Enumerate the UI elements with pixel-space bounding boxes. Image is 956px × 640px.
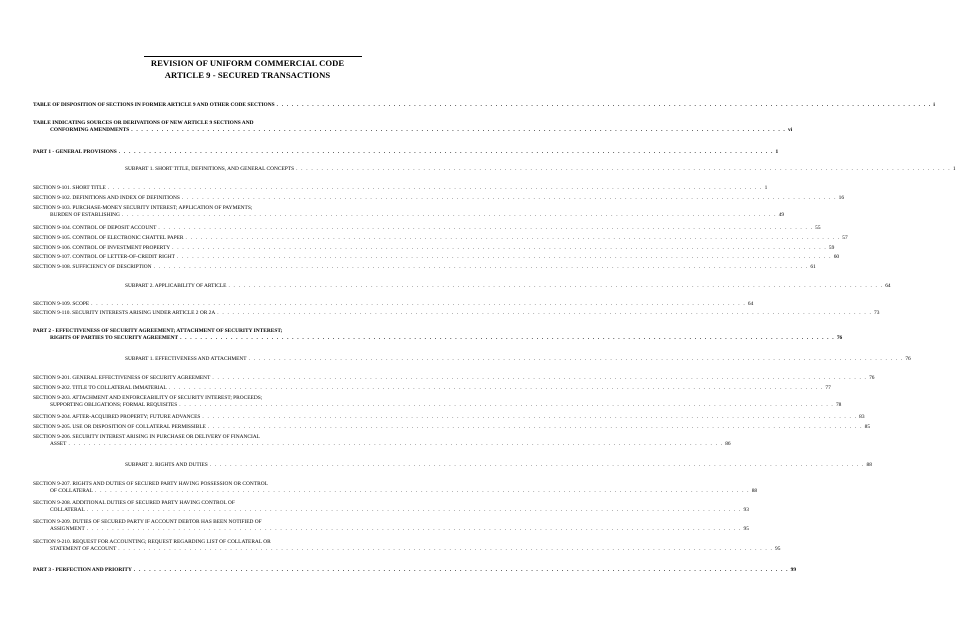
toc-page-number: i [933,102,935,108]
toc-page-number: 77 [825,385,831,391]
toc-entry-title: SECTION 9-208. ADDITIONAL DUTIES OF SECURED PARTY HAVING CONTROL OF [33,500,235,506]
dot-leader: . . . . . . . . . . . . . . . . . . . . . . . . . . . . . . . . . . . . . . . . . . . . . . . . . . . . . . . . . . . . . . . . . . . . . . . . . . . . . . . . . . . . . . . . . . . . . . . . . . . . . . . . . . . . . . . . . . . . . . . . . . . . . . . . . [202,414,858,420]
toc-entry [33,414,865,421]
toc-entry [33,481,758,495]
toc-line [33,185,768,192]
toc-page-number: 73 [874,310,880,316]
toc-line [33,195,845,202]
toc-line [33,567,797,574]
toc-page-number: 57 [842,235,848,241]
toc-entry [33,254,840,261]
toc-line [33,434,461,441]
toc-line [33,507,749,514]
toc-entry-title: SECTION 9-201. GENERAL EFFECTIVENESS OF SECURITY AGREEMENT [33,375,211,381]
toc-line [33,328,461,335]
toc-entry-title: SECTION 9-106. CONTROL OF INVESTMENT PROPERTY [33,245,171,251]
toc-page-number: 95 [743,526,749,532]
toc-page-number: 86 [725,441,731,447]
toc-entry [33,567,797,574]
toc-entry-title: SUBPART 1. EFFECTIVENESS AND ATTACHMENT [125,356,247,362]
dot-leader: . . . . . . . . . . . . . . . . . . . . . . . . . . . . . . . . . . . . . . . . . . . . . . . . . . . . . . . . . . . . . . . . . . . . . . . . . . . . . . . . . . . . . . . . . . . . . . . . . . . . . . . . . . . . . . . . . . . . . . . . . . . . . . . . . [118,546,774,552]
dot-leader: . . . . . . . . . . . . . . . . . . . . . . . . . . . . . . . . . . . . . . . . . . . . . . . . . . . . . . . . . . . . . . . . . . . . . . . . . . . . . . . . . . . . . . . . . . . . . . . . . . . . . . . . . . . . . . . . . . . . . . . . . . . . . . . . . [179,402,834,408]
toc-page-number: 60 [833,254,840,260]
dot-leader: . . . . . . . . . . . . . . . . . . . . . . . . . . . . . . . . . . . . . . . . . . . . . . . . . . . . . . . . . . . . . . . . . . . . . . . . . . . . . . . . . . . . . . . . . . . . . . . . . . . . . . . . . . . . . . . . . . . . . . . . . . . . . . . . . [172,245,827,251]
toc-entry-title: SUPPORTING OBLIGATIONS; FORMAL REQUISITES [50,402,178,408]
toc-page-number: 1 [775,149,779,155]
toc-entry-title: SECTION 9-203. ATTACHMENT AND ENFORCEABILITY OF SECURITY INTEREST; PROCEEDS; [33,395,263,401]
toc-line [125,356,911,363]
toc-line [33,481,461,488]
toc-line [33,310,880,317]
toc-page-number: 55 [815,225,821,231]
toc-page-number: 76 [836,335,843,341]
toc-entry [33,310,880,317]
toc-line [125,283,891,290]
toc-entry [33,195,845,202]
toc-line [33,149,779,156]
toc-entry-title: RIGHTS OF PARTIES TO SECURITY AGREEMENT [50,335,179,341]
dot-leader: . . . . . . . . . . . . . . . . . . . . . . . . . . . . . . . . . . . . . . . . . . . . . . . . . . . . . . . . . . . . . . . . . . . . . . . . . . . . . . . . . . . . . . . . . . . . . . . . . . . . . . . . . . . . . . . . . . . . . . . . . . . . . . . . . [131,127,786,133]
dot-leader: . . . . . . . . . . . . . . . . . . . . . . . . . . . . . . . . . . . . . . . . . . . . . . . . . . . . . . . . . . . . . . . . . . . . . . . . . . . . . . . . . . . . . . . . . . . . . . . . . . . . . . . . . . . . . . . . . . . . . . . . . . . . . . . . . [276,102,932,108]
toc-entry-title: SECTION 9-105. CONTROL OF ELECTRONIC CHATTEL PAPER [33,235,184,241]
toc-entry [33,519,749,533]
toc-line [33,225,821,232]
toc-entry-title: OF COLLATERAL [50,488,93,494]
toc-page-number: 99 [790,567,797,573]
toc-entry-title: SECTION 9-110. SECURITY INTERESTS ARISING UNDER ARTICLE 2 OR 2A [33,310,216,316]
toc-line [33,212,785,219]
toc-line [33,245,835,252]
toc-entry [33,185,768,192]
dot-leader: . . . . . . . . . . . . . . . . . . . . . . . . . . . . . . . . . . . . . . . . . . . . . . . . . . . . . . . . . . . . . . . . . . . . . . . . . . . . . . . . . . . . . . . . . . . . . . . . . . . . . . . . . . . . . . . . . . . . . . . . . . . . . . . . . [118,149,774,155]
toc-entry-title: COLLATERAL [50,507,85,513]
toc-page-number: 49 [778,212,785,218]
toc-page-number: 64 [885,283,891,289]
toc-entry-title: SECTION 9-210. REQUEST FOR ACCOUNTING; REQUEST REGARDING LIST OF COLLATERAL OR [33,539,271,545]
dot-leader: . . . . . . . . . . . . . . . . . . . . . . . . . . . . . . . . . . . . . . . . . . . . . . . . . . . . . . . . . . . . . . . . . . . . . . . . . . . . . . . . . . . . . . . . . . . . . . . . . . . . . . . . . . . . . . . . . . . . . . . . . . . . . . . . . [86,507,742,513]
title-rule [144,56,362,57]
toc-line [33,205,461,212]
toc-line [33,375,875,382]
toc-line [33,539,461,546]
toc-entry-title: PART 1 - GENERAL PROVISIONS [33,149,117,155]
toc-entry [33,500,749,514]
toc-entry [33,102,935,109]
toc-page-number: 64 [747,301,754,307]
dot-leader: . . . . . . . . . . . . . . . . . . . . . . . . . . . . . . . . . . . . . . . . . . . . . . . . . . . . . . . . . . . . . . . . . . . . . . . . . . . . . . . . . . . . . . . . . . . . . . . . . . . . . . . . . . . . . . . . . . . . . . . . . . . . . . . . . [153,264,809,270]
toc-line [33,402,842,409]
toc-entry-title: SECTION 9-205. USE OR DISPOSITION OF COLLATERAL PERMISSIBLE [33,424,206,430]
dot-leader: . . . . . . . . . . . . . . . . . . . . . . . . . . . . . . . . . . . . . . . . . . . . . . . . . . . . . . . . . . . . . . . . . . . . . . . . . . . . . . . . . . . . . . . . . . . . . . . . . . . . . . . . . . . . . . . . . . . . . . . . . . . . . . . . . [68,441,724,447]
toc-entry-title: SECTION 9-103. PURCHASE-MONEY SECURITY INTEREST; APPLICATION OF PAYMENTS; [33,205,253,211]
dot-leader: . . . . . . . . . . . . . . . . . . . . . . . . . . . . . . . . . . . . . . . . . . . . . . . . . . . . . . . . . . . . . . . . . . . . . . . . . . . . . . . . . . . . . . . . . . . . . . . . . . . . . . . . . . . . . . . . . . . . . . . . . . . . . . . . . [107,185,763,191]
toc-page-number: 61 [810,264,816,270]
toc-entry [33,264,816,271]
toc-line [33,254,840,261]
toc-entry-title: SECTION 9-204. AFTER-ACQUIRED PROPERTY; FUTURE ADVANCES [33,414,201,420]
dot-leader: . . . . . . . . . . . . . . . . . . . . . . . . . . . . . . . . . . . . . . . . . . . . . . . . . . . . . . . . . . . . . . . . . . . . . . . . . . . . . . . . . . . . . . . . . . . . . . . . . . . . . . . . . . . . . . . . . . . . . . . . . . . . . . . . . [158,225,814,231]
toc-line [33,335,843,342]
dot-leader: . . . . . . . . . . . . . . . . . . . . . . . . . . . . . . . . . . . . . . . . . . . . . . . . . . . . . . . . . . . . . . . . . . . . . . . . . . . . . . . . . . . . . . . . . . . . . . . . . . . . . . . . . . . . . . . . . . . . . . . . . . . . . . . . . [207,424,863,430]
toc-line [33,102,935,109]
toc-entry-title: SUBPART 2. RIGHTS AND DUTIES [125,462,208,468]
toc-entry [125,462,872,469]
document-subtitle: ARTICLE 9 - SECURED TRANSACTIONS [164,70,331,80]
toc-page-number: 88 [751,488,758,494]
toc-page-number: 85 [864,424,871,430]
toc-entry-title: PART 2 - EFFECTIVENESS OF SECURITY AGREEMENT; ATTACHMENT OF SECURITY INTEREST; [33,328,283,334]
toc-line [33,127,793,134]
toc-page-number: 16 [838,195,845,201]
toc-entry-title: PART 3 - PERFECTION AND PRIORITY [33,567,132,573]
toc-entry [33,205,785,219]
dot-leader: . . . . . . . . . . . . . . . . . . . . . . . . . . . . . . . . . . . . . . . . . . . . . . . . . . . . . . . . . . . . . . . . . . . . . . . . . . . . . . . . . . . . . . . . . . . . . . . . . . . . . . . . . . . . . . . . . . . . . . . . . . . . . . . . . [176,254,832,260]
toc-page-number: 59 [828,245,835,251]
toc-page-number: 78 [835,402,842,408]
toc-entry-title: ASSIGNMENT [50,526,85,532]
toc-line [33,500,461,507]
toc-entry-title: SECTION 9-101. SHORT TITLE [33,185,106,191]
toc-entry-title: SECTION 9-206. SECURITY INTEREST ARISING IN PURCHASE OR DELIVERY OF FINANCIAL [33,434,260,440]
dot-leader: . . . . . . . . . . . . . . . . . . . . . . . . . . . . . . . . . . . . . . . . . . . . . . . . . . . . . . . . . . . . . . . . . . . . . . . . . . . . . . . . . . . . . . . . . . . . . . . . . . . . . . . . . . . . . . . . . . . . . . . . . . . . . . . . . [228,283,884,289]
dot-leader: . . . . . . . . . . . . . . . . . . . . . . . . . . . . . . . . . . . . . . . . . . . . . . . . . . . . . . . . . . . . . . . . . . . . . . . . . . . . . . . . . . . . . . . . . . . . . . . . . . . . . . . . . . . . . . . . . . . . . . . . . . . . . . . . . [121,212,777,218]
toc-entry [33,149,779,156]
toc-entry-title: BURDEN OF ESTABLISHING [50,212,120,218]
toc-line [33,526,749,533]
dot-leader: . . . . . . . . . . . . . . . . . . . . . . . . . . . . . . . . . . . . . . . . . . . . . . . . . . . . . . . . . . . . . . . . . . . . . . . . . . . . . . . . . . . . . . . . . . . . . . . . . . . . . . . . . . . . . . . . . . . . . . . . . . . . . . . . . [91,301,746,307]
toc-entry-title: SUBPART 1. SHORT TITLE, DEFINITIONS, AND GENERAL CONCEPTS [125,166,295,172]
dot-leader: . . . . . . . . . . . . . . . . . . . . . . . . . . . . . . . . . . . . . . . . . . . . . . . . . . . . . . . . . . . . . . . . . . . . . . . . . . . . . . . . . . . . . . . . . . . . . . . . . . . . . . . . . . . . . . . . . . . . . . . . . . . . . . . . . [168,385,824,391]
toc-entry-title: TABLE INDICATING SOURCES OR DERIVATIONS OF NEW ARTICLE 9 SECTIONS AND [33,120,254,126]
toc-entry [33,539,781,553]
toc-page-number: 1 [952,166,956,172]
toc-entry [33,301,754,308]
toc-line [33,301,754,308]
toc-line [33,385,831,392]
toc-entry [33,245,835,252]
toc-entry-title: SECTION 9-109. SCOPE [33,301,90,307]
toc-entry-title: TABLE OF DISPOSITION OF SECTIONS IN FORMER ARTICLE 9 AND OTHER CODE SECTIONS [33,102,275,108]
toc-line [33,235,848,242]
toc-entry [33,225,821,232]
toc-entry [125,166,956,173]
toc-entry-title: SECTION 9-104. CONTROL OF DEPOSIT ACCOUNT [33,225,157,231]
toc-entry-title: SECTION 9-207. RIGHTS AND DUTIES OF SECURED PARTY HAVING POSSESSION OR CONTROL [33,481,268,487]
toc-page-number: 88 [866,462,872,468]
toc-page-number: 76 [869,375,875,381]
dot-leader: . . . . . . . . . . . . . . . . . . . . . . . . . . . . . . . . . . . . . . . . . . . . . . . . . . . . . . . . . . . . . . . . . . . . . . . . . . . . . . . . . . . . . . . . . . . . . . . . . . . . . . . . . . . . . . . . . . . . . . . . . . . . . . . . . [296,166,951,172]
toc-line [33,546,781,553]
toc-entry-title: SECTION 9-209. DUTIES OF SECURED PARTY IF ACCOUNT DEBTOR HAS BEEN NOTIFIED OF [33,519,262,525]
toc-line [33,264,816,271]
toc-entry-title: SECTION 9-108. SUFFICIENCY OF DESCRIPTION [33,264,152,270]
dot-leader: . . . . . . . . . . . . . . . . . . . . . . . . . . . . . . . . . . . . . . . . . . . . . . . . . . . . . . . . . . . . . . . . . . . . . . . . . . . . . . . . . . . . . . . . . . . . . . . . . . . . . . . . . . . . . . . . . . . . . . . . . . . . . . . . . [217,310,873,316]
document-title: REVISION OF UNIFORM COMMERCIAL CODE [150,58,345,68]
toc-line [33,120,461,127]
toc-entry-title: ASSET [50,441,67,447]
dot-leader: . . . . . . . . . . . . . . . . . . . . . . . . . . . . . . . . . . . . . . . . . . . . . . . . . . . . . . . . . . . . . . . . . . . . . . . . . . . . . . . . . . . . . . . . . . . . . . . . . . . . . . . . . . . . . . . . . . . . . . . . . . . . . . . . . [209,462,865,468]
toc-line [33,424,871,431]
toc-line [125,166,956,173]
toc-page-number: 76 [905,356,911,362]
dot-leader: . . . . . . . . . . . . . . . . . . . . . . . . . . . . . . . . . . . . . . . . . . . . . . . . . . . . . . . . . . . . . . . . . . . . . . . . . . . . . . . . . . . . . . . . . . . . . . . . . . . . . . . . . . . . . . . . . . . . . . . . . . . . . . . . . [212,375,868,381]
toc-page-number: 83 [859,414,865,420]
dot-leader: . . . . . . . . . . . . . . . . . . . . . . . . . . . . . . . . . . . . . . . . . . . . . . . . . . . . . . . . . . . . . . . . . . . . . . . . . . . . . . . . . . . . . . . . . . . . . . . . . . . . . . . . . . . . . . . . . . . . . . . . . . . . . . . . . [181,195,837,201]
toc-entry-title: SECTION 9-102. DEFINITIONS AND INDEX OF DEFINITIONS [33,195,180,201]
toc-line [33,488,758,495]
toc-entry [33,328,843,342]
toc-entry-title: SUBPART 2. APPLICABILITY OF ARTICLE [125,283,227,289]
toc-entry-title: STATEMENT OF ACCOUNT [50,546,117,552]
toc-entry [33,385,831,392]
toc-entry [33,424,871,431]
dot-leader: . . . . . . . . . . . . . . . . . . . . . . . . . . . . . . . . . . . . . . . . . . . . . . . . . . . . . . . . . . . . . . . . . . . . . . . . . . . . . . . . . . . . . . . . . . . . . . . . . . . . . . . . . . . . . . . . . . . . . . . . . . . . . . . . . [185,235,841,241]
toc-entry [125,356,911,363]
toc-entry [33,434,731,448]
toc-entry [33,120,793,134]
toc-entry-title: SECTION 9-202. TITLE TO COLLATERAL IMMATERIAL [33,385,167,391]
toc-line [33,519,461,526]
toc-entry-title: CONFORMING AMENDMENTS [50,127,130,133]
toc-page-number: 1 [764,185,768,191]
toc-line [125,462,872,469]
toc-entry [33,375,875,382]
dot-leader: . . . . . . . . . . . . . . . . . . . . . . . . . . . . . . . . . . . . . . . . . . . . . . . . . . . . . . . . . . . . . . . . . . . . . . . . . . . . . . . . . . . . . . . . . . . . . . . . . . . . . . . . . . . . . . . . . . . . . . . . . . . . . . . . . [94,488,750,494]
toc-page-number: vi [787,127,793,133]
dot-leader: . . . . . . . . . . . . . . . . . . . . . . . . . . . . . . . . . . . . . . . . . . . . . . . . . . . . . . . . . . . . . . . . . . . . . . . . . . . . . . . . . . . . . . . . . . . . . . . . . . . . . . . . . . . . . . . . . . . . . . . . . . . . . . . . . [180,335,835,341]
toc-entry [33,395,842,409]
toc-line [33,414,865,421]
dot-leader: . . . . . . . . . . . . . . . . . . . . . . . . . . . . . . . . . . . . . . . . . . . . . . . . . . . . . . . . . . . . . . . . . . . . . . . . . . . . . . . . . . . . . . . . . . . . . . . . . . . . . . . . . . . . . . . . . . . . . . . . . . . . . . . . . [133,567,789,573]
toc-entry [33,235,848,242]
toc-entry-title: SECTION 9-107. CONTROL OF LETTER-OF-CREDIT RIGHT [33,254,175,260]
dot-leader: . . . . . . . . . . . . . . . . . . . . . . . . . . . . . . . . . . . . . . . . . . . . . . . . . . . . . . . . . . . . . . . . . . . . . . . . . . . . . . . . . . . . . . . . . . . . . . . . . . . . . . . . . . . . . . . . . . . . . . . . . . . . . . . . . [86,526,742,532]
toc-page-number: 95 [775,546,781,552]
toc-line [33,441,731,448]
toc-entry [125,283,891,290]
dot-leader: . . . . . . . . . . . . . . . . . . . . . . . . . . . . . . . . . . . . . . . . . . . . . . . . . . . . . . . . . . . . . . . . . . . . . . . . . . . . . . . . . . . . . . . . . . . . . . . . . . . . . . . . . . . . . . . . . . . . . . . . . . . . . . . . . [248,356,904,362]
toc-page-number: 93 [743,507,749,513]
toc-line [33,395,461,402]
